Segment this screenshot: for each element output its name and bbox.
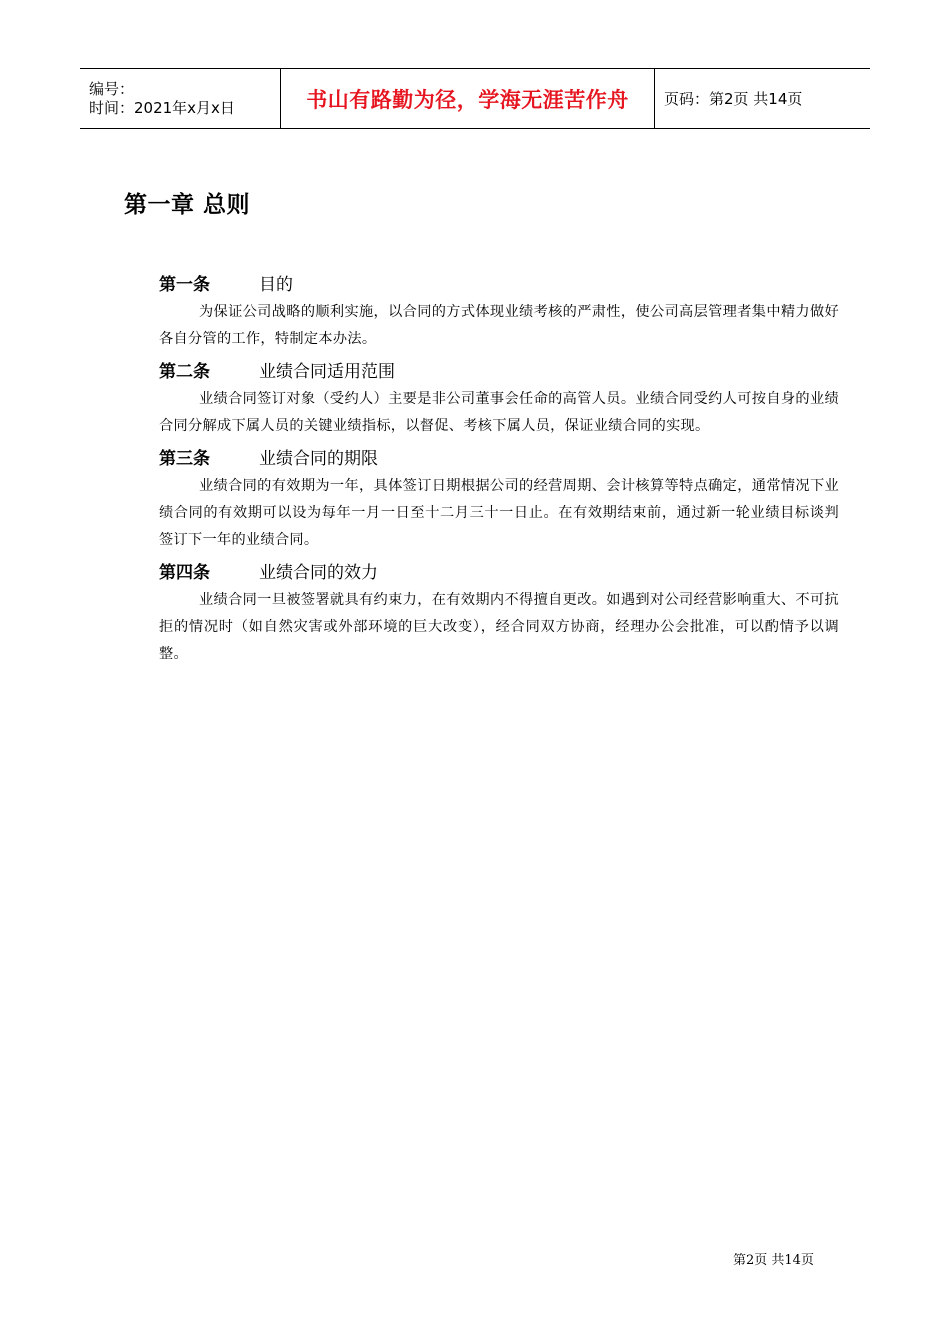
article-body: 为保证公司战略的顺利实施，以合同的方式体现业绩考核的严肃性，使公司高层管理者集中精力做好各自分管的工作，特制定本办法。 — [159, 304, 839, 347]
header-page-info: 页码：第2页 共14页 — [664, 90, 803, 108]
article-heading — [159, 446, 839, 473]
article-4 — [159, 560, 839, 668]
article-heading — [159, 359, 839, 386]
articles-list — [159, 272, 839, 674]
article-number: 第一条 — [159, 275, 210, 295]
article-number: 第三条 — [159, 449, 210, 469]
article-number: 第二条 — [159, 362, 210, 382]
article-body: 业绩合同的有效期为一年，具体签订日期根据公司的经营周期、会计核算等特点确定，通常情况下业绩合同的有效期可以设为每年一月一日至十二月三十一日止。在有效期结束前，通过新一轮业绩目标谈判签订下一年的业绩合同。 — [159, 478, 839, 548]
page-header — [80, 68, 870, 129]
article-body: 业绩合同一旦被签署就具有约束力，在有效期内不得擅自更改。如遇到对公司经营影响重大、不可抗拒的情况时（如自然灾害或外部环境的巨大改变），经合同双方协商，经理办公会批准，可以酌情予以调整。 — [159, 592, 839, 662]
chapter-title: 第一章 总则 — [124, 192, 251, 218]
header-number-label: 编号： — [89, 79, 135, 98]
article-title: 业绩合同适用范围 — [259, 362, 395, 382]
article-number: 第四条 — [159, 563, 210, 583]
article-3 — [159, 446, 839, 554]
article-heading — [159, 272, 839, 299]
header-meta — [80, 69, 281, 128]
article-title: 业绩合同的效力 — [259, 563, 378, 583]
article-title: 目的 — [259, 275, 293, 295]
article-heading — [159, 560, 839, 587]
article-title: 业绩合同的期限 — [259, 449, 378, 469]
header-motto: 书山有路勤为径，学海无涯苦作舟 — [281, 69, 655, 128]
header-time-label: 时间：2021年x月x日 — [89, 98, 235, 117]
article-body: 业绩合同签订对象（受约人）主要是非公司董事会任命的高管人员。业绩合同受约人可按自身的业绩合同分解成下属人员的关键业绩指标，以督促、考核下属人员，保证业绩合同的实现。 — [159, 391, 839, 434]
article-1 — [159, 272, 839, 353]
page-footer: 第2页 共14页 — [733, 1253, 814, 1268]
article-2 — [159, 359, 839, 440]
